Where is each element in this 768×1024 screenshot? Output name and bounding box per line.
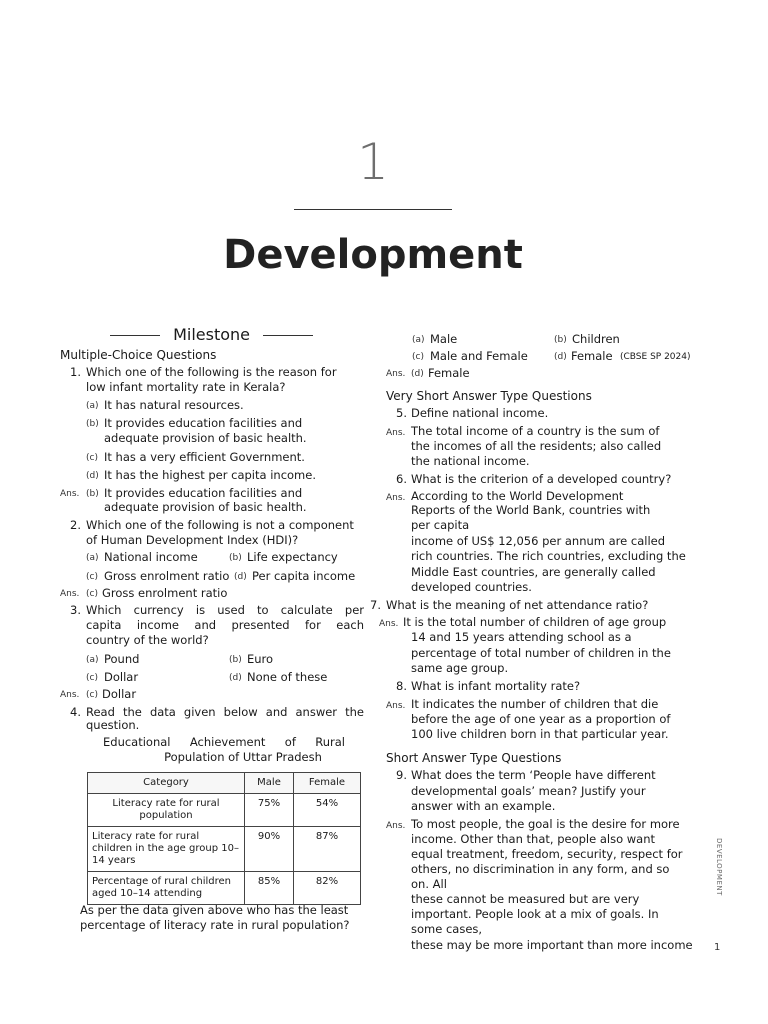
page-number: 1 [714, 942, 721, 953]
q9-answer-line4: others, no discrimination in any form, and so [411, 862, 670, 876]
mcq-heading: Multiple-Choice Questions [60, 348, 217, 362]
table-header-row [88, 773, 361, 794]
q8-answer-line2: before the age of one year as a proportion of [411, 712, 671, 726]
q4-question-line2: percentage of literacy rate in rural population? [80, 918, 350, 932]
q9-number: 9. [396, 768, 407, 782]
q2-option-c: Gross enrolment ratio [104, 569, 230, 583]
q5-number: 5. [396, 406, 407, 420]
running-header-vertical: DEVELOPMENT [715, 838, 723, 896]
q9-text-line3: answer with an example. [411, 799, 556, 813]
q5-answer-label: Ans. [386, 428, 406, 438]
milestone-label: Milestone [173, 325, 251, 344]
table-title-line1: Educational Achievement of Rural [103, 735, 345, 749]
table-header-male: Male [245, 773, 294, 794]
q1-number: 1. [70, 365, 81, 379]
q3-text-line3: country of the world? [86, 633, 209, 647]
q3-option-b-label: (b) [229, 655, 242, 665]
vsa-heading: Very Short Answer Type Questions [386, 389, 592, 403]
q4-option-a-label: (a) [412, 335, 425, 345]
q2-option-a: National income [104, 550, 198, 564]
q9-answer-line3: equal treatment, freedom, security, respect for [411, 847, 683, 861]
table-cell-female: 87% [294, 827, 361, 872]
q3-answer-label: Ans. [60, 690, 80, 700]
table-cell-male: 85% [245, 872, 294, 905]
q3-answer-option: (c) [86, 690, 98, 700]
q5-answer-line1: The total income of a country is the sum of [411, 424, 660, 438]
q9-answer-line1: To most people, the goal is the desire for more [411, 817, 680, 831]
table-title-line2: Population of Uttar Pradesh [164, 750, 322, 764]
q8-number: 8. [396, 679, 407, 693]
q3-number: 3. [70, 603, 81, 617]
q3-option-c: Dollar [104, 670, 139, 684]
q1-option-b-label: (b) [86, 419, 99, 429]
q7-answer-line2: 14 and 15 years attending school as a [411, 630, 632, 644]
q3-option-d-label: (d) [229, 673, 242, 683]
q4-option-d-label: (d) [554, 352, 567, 362]
data-table [87, 772, 361, 905]
q1-option-c: It has a very efficient Government. [104, 450, 305, 464]
sa-heading: Short Answer Type Questions [386, 751, 562, 765]
q1-option-c-label: (c) [86, 453, 98, 463]
q7-answer-line4: same age group. [411, 661, 509, 675]
q2-option-d-label: (d) [234, 572, 247, 582]
q6-answer-line4: income of US$ 12,056 per annum are called [411, 534, 666, 548]
chapter-divider [294, 209, 452, 210]
q1-text-line2: low infant mortality rate in Kerala? [86, 380, 286, 394]
q3-option-b: Euro [247, 652, 274, 666]
q3-text-line1: Which currency is used to calculate per [86, 603, 364, 617]
q1-option-a-label: (a) [86, 401, 99, 411]
milestone-rule-left [110, 335, 160, 336]
q4-answer-text: Female [428, 366, 470, 380]
q4-option-a: Male [430, 332, 458, 346]
q1-answer-option: (b) [86, 489, 99, 499]
q2-answer-option: (c) [86, 589, 98, 599]
q5-answer-line2: the incomes of all the residents; also called [411, 439, 662, 453]
table-row [88, 872, 361, 905]
q6-answer-line2: Reports of the World Bank, countries with [411, 503, 651, 517]
q9-text-line1: What does the term ‘People have different [411, 768, 656, 782]
q4-number: 4. [70, 705, 81, 719]
q4-answer-option: (d) [411, 369, 424, 379]
q7-answer-line3: percentage of total number of children in the [411, 646, 671, 660]
q6-answer-line3: per capita [411, 518, 470, 532]
q1-option-b-line1: It provides education facilities and [104, 416, 303, 430]
q2-text-line1: Which one of the following is not a component [86, 518, 354, 532]
table-row [88, 794, 361, 827]
table-row [88, 827, 361, 872]
q6-text: What is the criterion of a developed country? [411, 472, 672, 486]
table-cell-category: Literacy rate for rural population [88, 794, 245, 827]
q4-text-line1: Read the data given below and answer the [86, 705, 364, 719]
q6-answer-line5: rich countries. The rich countries, excluding the [411, 549, 686, 563]
q4-text-line2: question. [86, 718, 140, 732]
q1-option-b-line2: adequate provision of basic health. [104, 431, 307, 445]
q7-answer-label: Ans. [379, 619, 399, 629]
q2-answer-text: Gross enrolment ratio [102, 586, 228, 600]
q7-number: 7. [370, 598, 381, 612]
table-cell-category: Literacy rate for rural children in the age group 10–14 years [88, 827, 245, 872]
q9-answer-line7: important. People look at a mix of goals. In [411, 907, 659, 921]
q5-answer-line3: the national income. [411, 454, 530, 468]
q9-answer-line6: these cannot be measured but are very [411, 892, 640, 906]
table-cell-female: 82% [294, 872, 361, 905]
q6-answer-line6: Middle East countries, are generally called [411, 565, 656, 579]
q7-text: What is the meaning of net attendance ratio? [386, 598, 649, 612]
milestone-rule-right [263, 335, 313, 336]
q9-answer-line5: on. All [411, 877, 447, 891]
q4-option-c: Male and Female [430, 349, 528, 363]
q9-answer-label: Ans. [386, 821, 406, 831]
q8-answer-line1: It indicates the number of children that die [411, 697, 659, 711]
q6-answer-label: Ans. [386, 493, 406, 503]
q2-answer-label: Ans. [60, 589, 80, 599]
q2-option-b-label: (b) [229, 553, 242, 563]
q4-option-c-label: (c) [412, 352, 424, 362]
q6-answer-line1: According to the World Development [411, 489, 624, 503]
q1-answer-line2: adequate provision of basic health. [104, 500, 307, 514]
q3-option-a: Pound [104, 652, 140, 666]
q3-text-line2: capita income and presented for each [86, 618, 364, 632]
q4-question-line1: As per the data given above who has the least [80, 903, 349, 917]
q9-answer-line8: some cases, [411, 922, 483, 936]
q9-answer-line2: income. Other than that, people also want [411, 832, 656, 846]
q1-answer-label: Ans. [60, 489, 80, 499]
q1-option-a: It has natural resources. [104, 398, 244, 412]
q3-option-c-label: (c) [86, 673, 98, 683]
q3-option-d: None of these [247, 670, 328, 684]
q1-option-d: It has the highest per capita income. [104, 468, 316, 482]
q9-text-line2: developmental goals’ mean? Justify your [411, 784, 646, 798]
chapter-title: Development [223, 232, 523, 278]
q6-number: 6. [396, 472, 407, 486]
q4-option-b: Children [572, 332, 620, 346]
q1-text-line1: Which one of the following is the reason for [86, 365, 337, 379]
q3-option-a-label: (a) [86, 655, 99, 665]
q9-answer-line9: these may be more important than more income [411, 938, 693, 952]
milestone-heading [110, 325, 313, 345]
q1-answer-line1: It provides education facilities and [104, 486, 303, 500]
q2-number: 2. [70, 518, 81, 532]
q8-answer-label: Ans. [386, 701, 406, 711]
q5-text: Define national income. [411, 406, 549, 420]
table-header-category: Category [88, 773, 245, 794]
table-cell-male: 75% [245, 794, 294, 827]
q6-answer-line7: developed countries. [411, 580, 532, 594]
q2-option-d: Per capita income [252, 569, 356, 583]
q2-text-line2: of Human Development Index (HDI)? [86, 533, 299, 547]
table-header-female: Female [294, 773, 361, 794]
q8-text: What is infant mortality rate? [411, 679, 581, 693]
table-cell-category: Percentage of rural children aged 10–14 attending [88, 872, 245, 905]
q4-source: (CBSE SP 2024) [620, 352, 691, 362]
table-cell-male: 90% [245, 827, 294, 872]
q8-answer-line3: 100 live children born in that particular year. [411, 727, 669, 741]
q4-option-b-label: (b) [554, 335, 567, 345]
q7-answer-line1: It is the total number of children of age group [403, 615, 667, 629]
q1-option-d-label: (d) [86, 471, 99, 481]
q4-answer-label: Ans. [386, 369, 406, 379]
q2-option-a-label: (a) [86, 553, 99, 563]
table-cell-female: 54% [294, 794, 361, 827]
chapter-number: 1 [357, 133, 389, 191]
q4-option-d: Female [571, 349, 613, 363]
q2-option-c-label: (c) [86, 572, 98, 582]
q2-option-b: Life expectancy [247, 550, 338, 564]
q3-answer-text: Dollar [102, 687, 137, 701]
